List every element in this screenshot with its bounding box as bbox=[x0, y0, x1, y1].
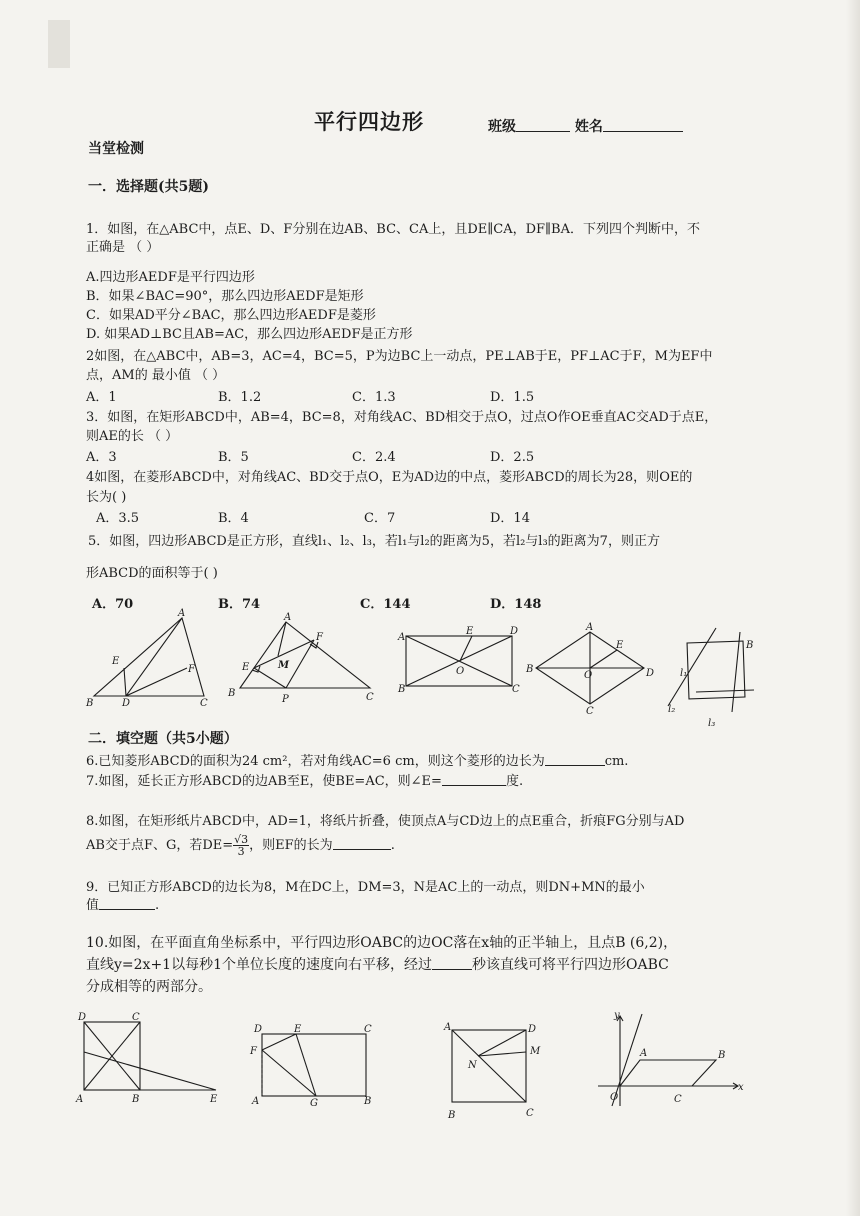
q3-option-d: D．2.5 bbox=[490, 450, 535, 465]
q9-answer-blank bbox=[99, 897, 155, 910]
class-blank bbox=[516, 119, 570, 132]
figure-q1-triangle bbox=[84, 608, 214, 709]
q2-line2: 点，AM的 最小值 （ ） bbox=[86, 368, 226, 383]
q5-line2: 形ABCD的面积等于( ) bbox=[86, 566, 218, 581]
svg-text:A: A bbox=[76, 1094, 84, 1105]
q5-option-a: A．70 bbox=[92, 597, 134, 612]
q8-text-b: ，则EF的长为 bbox=[249, 838, 333, 853]
svg-text:B: B bbox=[718, 1050, 726, 1061]
svg-text:G: G bbox=[310, 1098, 318, 1109]
q4-line2: 长为( ) bbox=[86, 490, 127, 505]
q8-fraction bbox=[233, 834, 249, 857]
svg-text:B: B bbox=[364, 1096, 372, 1107]
figure-q8-folded-rectangle bbox=[248, 1020, 378, 1109]
q3-line2: 则AE的长 （ ） bbox=[86, 429, 179, 444]
q2-option-b: B．1.2 bbox=[218, 390, 262, 405]
svg-text:M: M bbox=[530, 1046, 541, 1057]
q10-text-b: 秒该直线可将平行四边形OABC bbox=[472, 957, 669, 973]
q7-unit: 度. bbox=[505, 774, 524, 789]
q9-line1: 9．已知正方形ABCD的边长为8，M在DC上，DM=3，N是AC上的一动点，则DN+MN的最小 bbox=[86, 880, 645, 895]
svg-text:B: B bbox=[86, 698, 94, 709]
q2-option-d: D．1.5 bbox=[490, 390, 535, 405]
q5-option-c: C．144 bbox=[360, 597, 411, 612]
svg-text:B: B bbox=[448, 1110, 456, 1121]
q4-line1: 4如图，在菱形ABCD中，对角线AC、BD交于点O，E为AD边的中点，菱形ABCD的周长为28，则OE的 bbox=[86, 470, 693, 485]
q10-text-a: 直线y=2x+1以每秒1个单位长度的速度向右平移，经过 bbox=[86, 957, 432, 973]
svg-text:B: B bbox=[228, 688, 236, 699]
svg-text:D: D bbox=[254, 1024, 263, 1035]
svg-text:A: A bbox=[586, 622, 594, 633]
svg-text:M: M bbox=[278, 660, 290, 671]
name-label: 姓名 bbox=[574, 119, 603, 135]
svg-text:C: C bbox=[366, 692, 374, 703]
q1-option-d: D. 如果AD⊥BC且AB=AC，那么四边形AEDF是正方形 bbox=[86, 327, 413, 342]
svg-text:E: E bbox=[466, 626, 474, 637]
svg-text:A: A bbox=[444, 1022, 452, 1033]
q1-line2: 正确是 （ ） bbox=[86, 240, 160, 255]
svg-text:A: A bbox=[640, 1048, 648, 1059]
figure-q3-rectangle bbox=[396, 628, 520, 694]
q2-option-c: C．1.3 bbox=[352, 390, 396, 405]
figure-q9-square bbox=[440, 1020, 552, 1120]
svg-text:l₂: l₂ bbox=[668, 704, 676, 715]
q10-line2 bbox=[86, 954, 669, 974]
svg-text:F: F bbox=[316, 632, 323, 643]
svg-text:B: B bbox=[746, 640, 754, 651]
q6-unit: cm. bbox=[604, 754, 629, 769]
q6-answer-blank bbox=[545, 753, 605, 766]
svg-text:D: D bbox=[646, 668, 655, 679]
part2-heading: 二．填空题（共5小题） bbox=[88, 731, 238, 747]
figure-q7-square bbox=[74, 1012, 224, 1104]
q8-frac-denominator: 3 bbox=[237, 845, 245, 858]
q3-option-a: A．3 bbox=[86, 450, 117, 465]
q4-option-b: B．4 bbox=[218, 511, 249, 526]
q7-text: 7.如图，延长正方形ABCD的边AB至E，使BE=AC，则∠E= bbox=[86, 774, 442, 789]
svg-text:E: E bbox=[242, 662, 250, 673]
svg-text:E: E bbox=[616, 640, 624, 651]
q6-line bbox=[86, 750, 628, 769]
svg-text:C: C bbox=[674, 1094, 682, 1105]
svg-text:x: x bbox=[738, 1082, 744, 1093]
section-label: 当堂检测 bbox=[88, 141, 144, 157]
svg-text:P: P bbox=[282, 694, 289, 705]
q8-end: . bbox=[390, 838, 395, 853]
scan-right-shadow bbox=[846, 0, 860, 1216]
svg-text:B: B bbox=[526, 664, 534, 675]
svg-text:D: D bbox=[510, 626, 519, 637]
q6-text: 6.已知菱形ABCD的面积为24 cm²，若对角线AC=6 cm，则这个菱形的边长为 bbox=[86, 754, 545, 769]
q8-frac-numerator: √3 bbox=[234, 833, 249, 846]
q9-end: . bbox=[155, 898, 160, 913]
svg-text:C: C bbox=[526, 1108, 534, 1119]
q1-line1: 1．如图，在△ABC中，点E、D、F分别在边AB、BC、CA上，且DE∥CA，DF∥BA．下列四个判断中，不 bbox=[86, 222, 700, 237]
q5-option-b: B．74 bbox=[218, 597, 261, 612]
svg-text:O: O bbox=[584, 670, 593, 681]
svg-text:N: N bbox=[468, 1060, 477, 1071]
svg-text:O: O bbox=[610, 1092, 619, 1103]
svg-text:E: E bbox=[210, 1094, 218, 1105]
page-title: 平行四边形 bbox=[314, 109, 424, 134]
part1-heading: 一．选择题(共5题) bbox=[88, 179, 209, 195]
q4-option-c: C．7 bbox=[364, 511, 396, 526]
svg-text:O: O bbox=[456, 666, 465, 677]
figure-q2-triangle bbox=[226, 612, 378, 704]
q10-line3: 分成相等的两部分。 bbox=[86, 979, 212, 995]
svg-text:A: A bbox=[284, 612, 292, 623]
scan-edge-mark bbox=[48, 20, 70, 68]
q2-line1: 2如图，在△ABC中，AB=3，AC=4，BC=5，P为边BC上一动点，PE⊥AB于E，PF⊥AC于F，M为EF中 bbox=[86, 349, 713, 364]
q4-option-d: D．14 bbox=[490, 511, 530, 526]
svg-text:B: B bbox=[132, 1094, 140, 1105]
svg-text:C: C bbox=[132, 1012, 140, 1023]
svg-text:D: D bbox=[78, 1012, 87, 1023]
q1-option-b: B．如果∠BAC=90°，那么四边形AEDF是矩形 bbox=[86, 289, 364, 304]
figure-q5-square-lines bbox=[660, 620, 760, 740]
svg-text:F: F bbox=[188, 664, 195, 675]
class-label: 班级 bbox=[488, 119, 516, 135]
svg-text:A: A bbox=[252, 1096, 260, 1107]
svg-text:l₃: l₃ bbox=[708, 718, 716, 729]
class-name-fields bbox=[488, 116, 683, 136]
svg-text:A: A bbox=[178, 608, 186, 619]
figure-q10-coordinate-plane bbox=[594, 1010, 744, 1110]
q8-line2 bbox=[86, 834, 395, 857]
q7-answer-blank bbox=[442, 773, 506, 786]
q5-line1: 5．如图，四边形ABCD是正方形，直线l₁、l₂、l₃，若l₁与l₂的距离为5，若l₂与l₃的距离为7，则正方 bbox=[88, 534, 660, 549]
svg-text:C: C bbox=[364, 1024, 372, 1035]
figure-q4-rhombus bbox=[526, 622, 662, 717]
q10-line1: 10.如图，在平面直角坐标系中，平行四边形OABC的边OC落在x轴的正半轴上，且点B (6,2)， bbox=[86, 935, 678, 951]
name-blank bbox=[603, 119, 683, 132]
svg-text:A: A bbox=[398, 632, 406, 643]
q3-line1: 3．如图，在矩形ABCD中，AB=4，BC=8，对角线AC、BD相交于点O，过点O作OE垂直AC交AD于点E， bbox=[86, 410, 718, 425]
q8-answer-blank bbox=[333, 837, 391, 850]
q10-answer-blank bbox=[432, 957, 472, 970]
q2-option-a: A．1 bbox=[86, 390, 117, 405]
svg-text:D: D bbox=[528, 1024, 537, 1035]
q1-option-c: C．如果AD平分∠BAC，那么四边形AEDF是菱形 bbox=[86, 308, 376, 323]
svg-text:l₁: l₁ bbox=[680, 668, 688, 679]
svg-text:C: C bbox=[512, 684, 520, 695]
svg-text:C: C bbox=[586, 706, 594, 717]
svg-text:B: B bbox=[398, 684, 406, 695]
svg-text:y: y bbox=[614, 1010, 620, 1021]
svg-text:D: D bbox=[122, 698, 131, 709]
q1-option-a: A.四边形AEDF是平行四边形 bbox=[86, 270, 255, 285]
svg-text:F: F bbox=[250, 1046, 257, 1057]
q5-option-d: D．148 bbox=[490, 597, 542, 612]
q9-text: 值 bbox=[86, 898, 100, 913]
q8-text-a: AB交于点F、G，若DE= bbox=[86, 838, 234, 853]
q3-option-b: B．5 bbox=[218, 450, 249, 465]
q4-option-a: A．3.5 bbox=[96, 511, 140, 526]
q3-option-c: C．2.4 bbox=[352, 450, 396, 465]
q7-line bbox=[86, 770, 523, 789]
q8-line1: 8.如图，在矩形纸片ABCD中，AD=1，将纸片折叠，使顶点A与CD边上的点E重合，折痕FG分别与AD bbox=[86, 814, 685, 829]
svg-text:E: E bbox=[112, 656, 120, 667]
svg-text:E: E bbox=[294, 1024, 302, 1035]
q9-line2 bbox=[86, 894, 159, 913]
svg-text:C: C bbox=[200, 698, 208, 709]
